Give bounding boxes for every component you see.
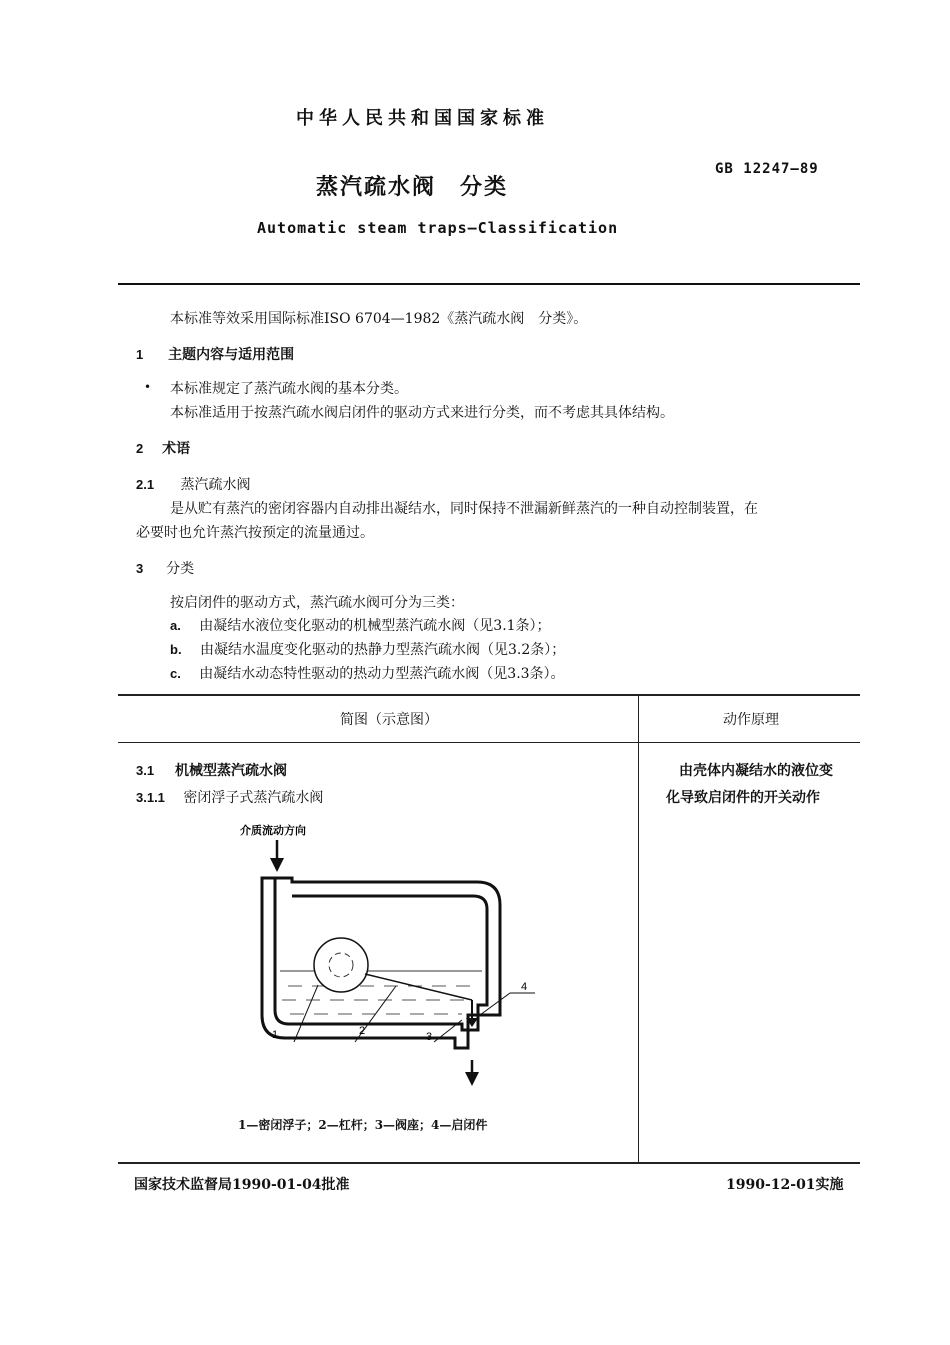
lever-arm <box>365 974 472 1000</box>
row-3-1-title: 机械型蒸汽疏水阀 <box>174 763 287 779</box>
approval-date: 国家技术监督局1990-01-04批准 <box>134 1177 350 1193</box>
row-3-1-1-title: 密闭浮子式蒸汽疏水阀 <box>183 790 324 806</box>
section-2-heading <box>136 438 190 458</box>
item-text: 由凝结水液位变化驱动的机械型蒸汽疏水阀（见3.1条）； <box>199 618 551 634</box>
section-2-title: 术语 <box>162 441 191 457</box>
principle-line-2: 化导致启闭件的开关动作 <box>666 790 820 806</box>
row-3-1-heading <box>136 760 287 780</box>
table-col1-header: 简图（示意图） <box>340 712 438 728</box>
row-3-1-1-heading <box>136 787 323 807</box>
document-title-cn: 蒸汽疏水阀 分类 <box>316 174 509 200</box>
section-1-para-1: 本标准规定了蒸汽疏水阀的基本分类。 <box>170 381 408 397</box>
row-3-1-number: 3.1 <box>136 763 155 778</box>
classification-intro: 按启闭件的驱动方式，蒸汽疏水阀可分为三类： <box>170 595 464 611</box>
section-1-number: 1 <box>136 347 144 362</box>
principle-line-1: 由壳体内凝结水的液位变 <box>679 763 833 779</box>
item-text: 由凝结水动态特性驱动的热动力型蒸汽疏水阀（见3.3条）。 <box>199 666 565 682</box>
subsection-2-1-number: 2.1 <box>136 477 155 492</box>
row-3-1-1-number: 3.1.1 <box>136 790 165 805</box>
section-3-title: 分类 <box>166 561 195 577</box>
table-top-rule <box>118 694 860 696</box>
section-2-number: 2 <box>136 441 144 456</box>
effective-date: 1990-12-01实施 <box>726 1177 844 1193</box>
table-header-rule <box>118 742 860 743</box>
table-col2-header: 动作原理 <box>723 712 779 728</box>
bullet-dot: • <box>144 380 152 394</box>
section-1-heading <box>136 344 294 364</box>
item-text: 由凝结水温度变化驱动的热静力型蒸汽疏水阀（见3.2条）； <box>200 642 566 658</box>
classification-item-c <box>170 663 565 683</box>
float-trap-diagram <box>200 810 580 1110</box>
document-title-en: Automatic steam traps—Classification <box>257 219 619 237</box>
intro-paragraph: 本标准等效采用国际标准ISO 6704—1982《蒸汽疏水阀 分类》。 <box>170 311 588 327</box>
inlet-arrow-head <box>270 858 284 872</box>
part-label-2: 2 <box>359 1025 366 1037</box>
flow-direction-label: 介质流动方向 <box>240 825 306 837</box>
item-label: a. <box>170 618 181 633</box>
diagram-caption: 1—密闭浮子；2—杠杆；3—阀座；4—启闭件 <box>238 1118 488 1132</box>
subsection-2-1-title: 蒸汽疏水阀 <box>180 477 251 493</box>
table-column-divider <box>638 695 639 1163</box>
part-label-3: 3 <box>426 1031 433 1043</box>
standard-code: GB 12247—89 <box>715 161 819 177</box>
issuing-nation-title: 中华人民共和国国家标准 <box>296 108 549 129</box>
float-ball <box>314 938 368 992</box>
item-label: b. <box>170 642 182 657</box>
item-label: c. <box>170 666 181 681</box>
header-rule <box>118 283 860 285</box>
table-bottom-rule <box>118 1162 860 1164</box>
section-3-heading <box>136 558 194 578</box>
section-1-title: 主题内容与适用范围 <box>168 347 295 363</box>
section-1-para-2: 本标准适用于按蒸汽疏水阀启闭件的驱动方式来进行分类，而不考虑其具体结构。 <box>170 405 674 421</box>
outlet-arrow-head <box>465 1072 479 1086</box>
definition-line-1: 是从贮有蒸汽的密闭容器内自动排出凝结水，同时保持不泄漏新鲜蒸汽的一种自动控制装置，在 <box>170 501 758 517</box>
classification-item-b <box>170 639 565 659</box>
classification-item-a <box>170 615 551 635</box>
subsection-2-1-heading <box>136 474 251 494</box>
part-label-1: 1 <box>272 1029 279 1041</box>
definition-line-2: 必要时也允许蒸汽按预定的流量通过。 <box>136 525 374 541</box>
section-3-number: 3 <box>136 561 144 576</box>
part-label-4: 4 <box>521 981 528 993</box>
